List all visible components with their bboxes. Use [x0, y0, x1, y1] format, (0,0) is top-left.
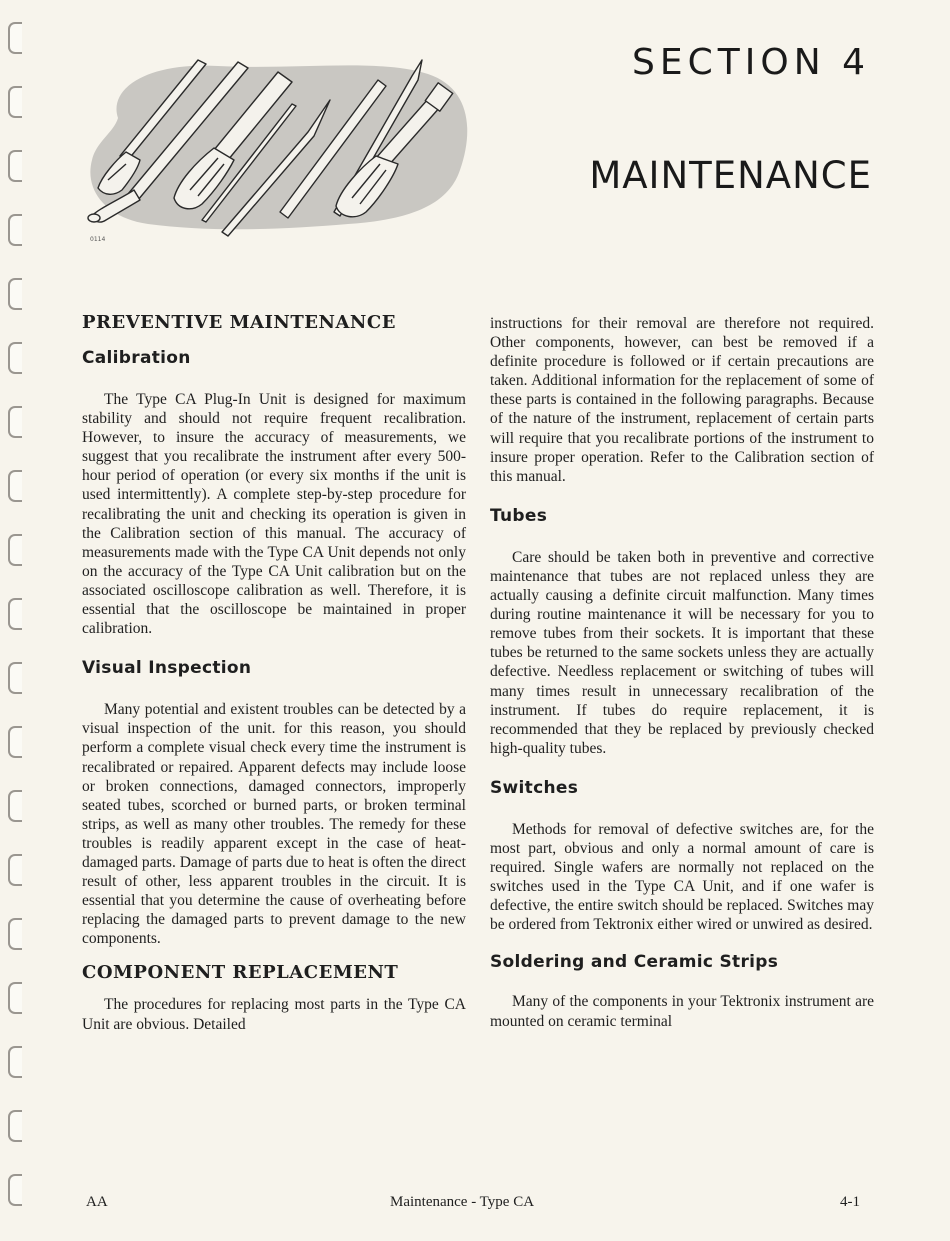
binder-hole: [8, 918, 22, 950]
visual-inspection-paragraph: Many potential and existent troubles can be detected by a visual inspection of the unit. for this reason, you should perform a complete visual check every time the instrument is recalibrated or repaired. Apparent defects may include loose or broken connections, damaged connectors, improperly seated tubes, scorched or burned parts, or broken terminal strips, as well as many other troubles. The remedy for these troubles is readily apparent except in the case of heat-damaged parts. Damage of parts due to heat is often the direct result of other, less apparent troubles in the circuit. It is essential that you determine the cause of overheating before replacing the damaged parts to prevent damage to the new components.: [82, 701, 466, 948]
component-replacement-continued: instructions for their removal are therefore not required. Other components, however, can best be removed if a definite procedure is followed or if certain precautions are taken. Additional information for the replacement of some of these parts is contained in the following paragraphs. Because of the nature of the instrument, replacement of certain parts will require that you recalibrate portions of the instrument to insure proper operation. Refer to the Calibration section of this manual.: [490, 315, 874, 485]
screwdriver-tools-illustration: [78, 40, 478, 255]
binder-hole: [8, 662, 22, 694]
switches-heading: Switches: [490, 777, 579, 798]
binder-hole: [8, 534, 22, 566]
visual-inspection-heading: Visual Inspection: [82, 658, 252, 679]
tubes-paragraph: Care should be taken both in preventive and corrective maintenance that tubes are not replaced unless they are actually causing a definite circuit malfunction. Many times during routine maintenance it will be necessary for you to remove tubes from their sockets. It is important that these tubes be returned to the same sockets unless they are actually defective. Needless replacement or switching of tubes will many times result in unnecessary recalibration of the instrument. If tubes do require replacement, it is recommended that they be replaced by previously checked high-quality tubes.: [490, 548, 874, 757]
binder-hole: [8, 1110, 22, 1142]
footer-center: Maintenance - Type CA: [390, 1194, 535, 1210]
binder-hole: [8, 1174, 22, 1206]
illustration-code: 0114: [90, 236, 106, 243]
binder-hole: [8, 278, 22, 310]
footer-left: AA: [86, 1194, 108, 1210]
binder-hole: [8, 406, 22, 438]
binder-hole: [8, 86, 22, 118]
calibration-heading: Calibration: [82, 348, 191, 368]
soldering-heading: Soldering and Ceramic Strips: [490, 952, 779, 973]
binder-hole: [8, 982, 22, 1014]
component-replacement-intro: The procedures for replacing most parts in the Type CA Unit are obvious. Detailed: [82, 996, 466, 1033]
component-replacement-heading: COMPONENT REPLACEMENT: [82, 962, 399, 984]
switches-paragraph: Methods for removal of defective switches are, for the most part, obvious and only a normal amount of care is required. Single wafers are normally not replaced on the switches used in the Type CA Unit, and if one wafer is defective, the entire switch should be replaced. Switches may be ordered from Tektronix either wired or unwired as desired.: [490, 820, 874, 934]
left-column: [82, 312, 466, 1034]
binder-hole: [8, 470, 22, 502]
binder-hole: [8, 790, 22, 822]
binder-hole: [8, 22, 22, 54]
binder-hole: [8, 214, 22, 246]
page-title: MAINTENANCE: [589, 154, 872, 197]
tubes-heading: Tubes: [490, 505, 548, 526]
binder-holes: [4, 0, 26, 1241]
page-number: 4-1: [840, 1194, 860, 1210]
calibration-paragraph: The Type CA Plug-In Unit is designed for maximum stability and should not require frequent recalibration. However, to insure the accuracy of measurements, we suggest that you recalibrate the instrument after every 500-hour period of operation (or every six months if the unit is used intermittently). A complete step-by-step procedure for recalibrating the unit and checking its operation is given in the Calibration section of this manual. The accuracy of measurements made with the Type CA Unit depends not only on the accuracy of the Type CA Unit calibration but on the associated oscilloscope calibration as well. Therefore, it is essential that the oscilloscope be maintained in proper calibration.: [82, 391, 466, 638]
binder-hole: [8, 854, 22, 886]
binder-hole: [8, 342, 22, 374]
binder-hole: [8, 726, 22, 758]
binder-hole: [8, 1046, 22, 1078]
binder-hole: [8, 150, 22, 182]
right-column: [490, 314, 874, 1031]
section-label: SECTION 4: [632, 42, 870, 83]
preventive-maintenance-heading: PREVENTIVE MAINTENANCE: [82, 312, 396, 333]
soldering-paragraph: Many of the components in your Tektronix instrument are mounted on ceramic terminal: [490, 993, 874, 1030]
binder-hole: [8, 598, 22, 630]
